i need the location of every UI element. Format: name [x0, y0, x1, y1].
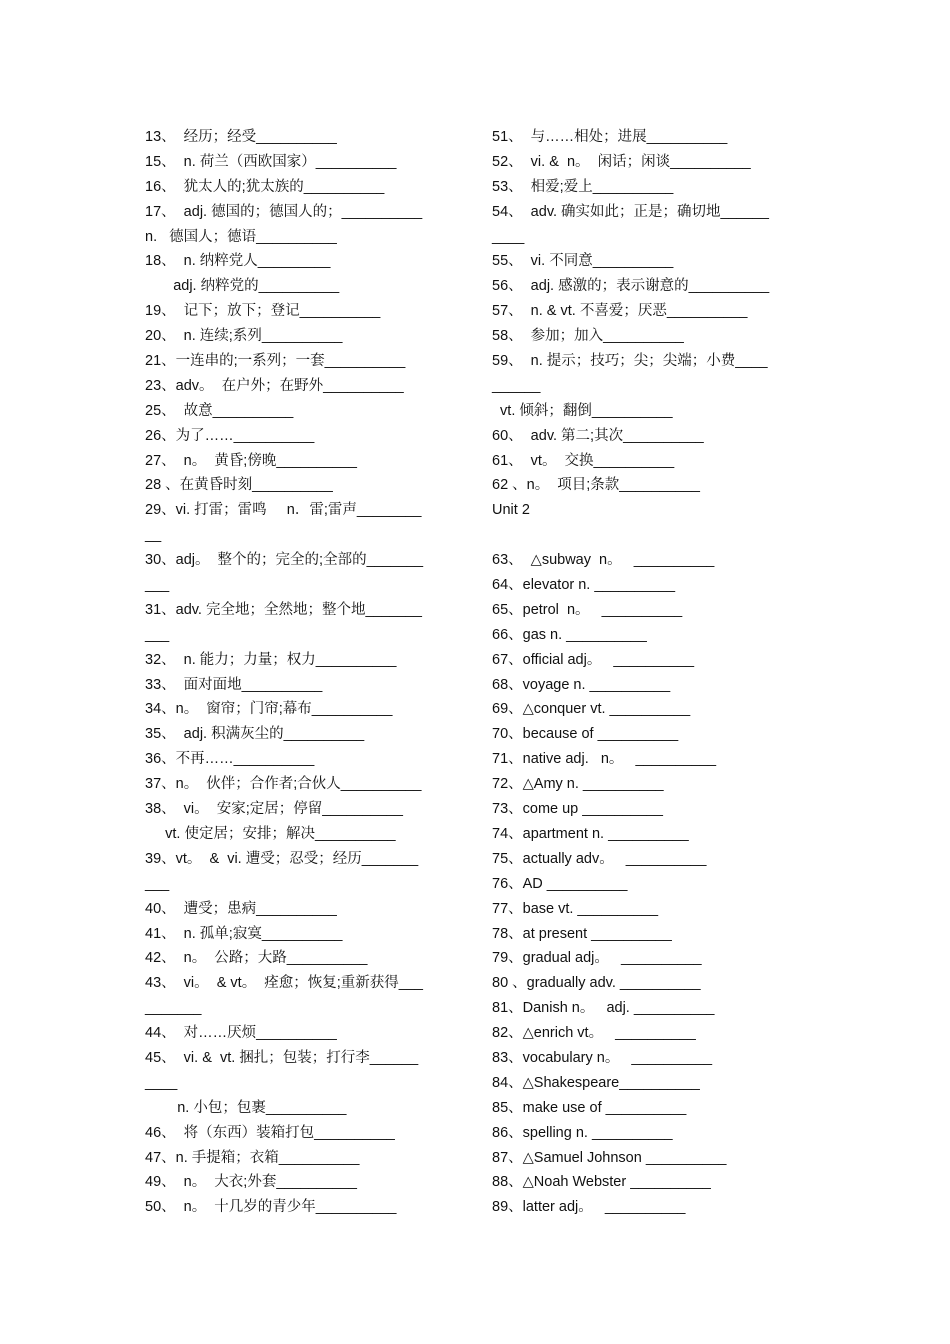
- vocab-right-line: 85、make use of __________: [492, 1099, 687, 1116]
- vocab-left-line: 34、n。 窗帘；门帘;幕布__________: [145, 701, 393, 718]
- vocab-left-line: 40、 遭受；患病__________: [145, 900, 337, 917]
- vocab-right-line: 64、elevator n. __________: [492, 577, 676, 594]
- vocab-right-line: 56、 adj. 感激的；表示谢意的__________: [492, 278, 770, 295]
- vocab-right-line: 89、latter adj。 __________: [492, 1199, 686, 1216]
- vocab-right-line: 55、 vi. 不同意__________: [492, 253, 674, 270]
- left-column: [145, 125, 465, 1220]
- vocab-left-line: 45、 vi. & vt. 捆扎；包装；打行李______: [145, 1049, 419, 1066]
- vocab-left-line: ____: [145, 1074, 178, 1091]
- vocab-left-line: 25、 故意__________: [145, 402, 294, 419]
- vocab-right-line: 88、△Noah Webster __________: [492, 1174, 711, 1191]
- vocab-right-line: vt. 倾斜；翻倒__________: [492, 402, 673, 419]
- vocab-left-line: 18、 n. 纳粹党人_________: [145, 253, 331, 270]
- vocab-left-line: 35、 adj. 积满灰尘的__________: [145, 726, 365, 743]
- vocab-right-line: 53、 相爱;爱上__________: [492, 178, 674, 195]
- vocab-right-line: 76、AD __________: [492, 875, 628, 892]
- vocab-left-line: __: [145, 527, 162, 544]
- vocab-left-line: 42、 n。 公路；大路__________: [145, 950, 368, 967]
- vocab-right-line: 61、 vt。 交换__________: [492, 452, 675, 469]
- vocab-right-line: 51、 与……相处；进展__________: [492, 129, 728, 145]
- vocab-right-line: 52、 vi. & n。 闲话；闲谈__________: [492, 153, 751, 170]
- vocab-left-line: adj. 纳粹党的__________: [145, 278, 340, 295]
- vocab-left-line: 29、vi. 打雷；雷鸣 n．雷;雷声________: [145, 502, 422, 519]
- vocab-left-line: 30、adj。 整个的；完全的;全部的_______: [145, 552, 424, 569]
- vocab-left-line: 20、 n. 连续;系列__________: [145, 328, 343, 345]
- vocab-right-line: 86、spelling n. __________: [492, 1124, 673, 1141]
- vocab-left-line: 28 、在黄昏时刻__________: [145, 477, 333, 494]
- vocab-right-line: ______: [492, 377, 541, 394]
- vocab-right-line: ____: [492, 228, 525, 245]
- vocab-left-line: 31、adv. 完全地；全然地；整个地_______: [145, 601, 422, 618]
- vocab-right-line: 74、apartment n. __________: [492, 825, 689, 842]
- vocab-right-line: 72、△Amy n. __________: [492, 776, 664, 793]
- vocab-right-line: Unit 2: [492, 502, 530, 519]
- vocab-right-line: 80 、gradually adv. __________: [492, 975, 701, 992]
- vocab-left-line: 39、vt。 & vi. 遭受；忍受；经历_______: [145, 850, 419, 867]
- vocab-right-line: 77、base vt. __________: [492, 900, 659, 917]
- vocab-left-line: 23、adv。 在户外；在野外__________: [145, 377, 404, 394]
- vocab-right-line: 57、 n. & vt. 不喜爱；厌恶__________: [492, 303, 748, 320]
- vocab-left-line: 44、 对……厌烦__________: [145, 1025, 337, 1042]
- vocab-right-line: 66、gas n. __________: [492, 626, 647, 643]
- vocab-left-line: 32、 n. 能力；力量；权力__________: [145, 651, 397, 668]
- vocab-left-line: 19、 记下；放下；登记__________: [145, 303, 381, 320]
- right-column: [492, 125, 812, 1220]
- vocab-right-line: 67、official adj。 __________: [492, 651, 695, 668]
- vocab-right-line: 59、 n. 提示；技巧；尖；尖端；小费____: [492, 353, 768, 370]
- vocab-left-line: 13、 经历；经受__________: [145, 129, 337, 145]
- vocab-left-line: 17、 adj. 德国的；德国人的；__________: [145, 203, 423, 220]
- vocab-left-line: 46、 将（东西）装箱打包__________: [145, 1124, 395, 1141]
- vocab-right-line: 68、voyage n. __________: [492, 676, 671, 693]
- vocab-left-line: 49、 n。 大衣;外套__________: [145, 1174, 357, 1191]
- vocab-left-line: 37、n。 伙伴；合作者;合伙人__________: [145, 776, 422, 793]
- vocab-right-line: 81、Danish n。 adj. __________: [492, 1000, 715, 1017]
- vocab-left-line: 15、 n. 荷兰（西欧国家）__________: [145, 153, 397, 170]
- vocab-left-line: ___: [145, 577, 170, 594]
- vocab-left-line: 16、 犹太人的;犹太族的__________: [145, 178, 385, 195]
- vocab-right-line: 71、native adj. n。 __________: [492, 751, 717, 768]
- vocab-right-line: 62 、n。 项目;条款__________: [492, 477, 700, 494]
- vocab-right-line: 58、 参加；加入__________: [492, 328, 684, 345]
- vocab-left-line: ___: [145, 626, 170, 643]
- vocab-left-line: 38、 vi。 安家;定居；停留__________: [145, 801, 403, 818]
- vocab-right-line: 75、actually adv。 __________: [492, 850, 707, 867]
- vocab-left-line: ___: [145, 875, 170, 892]
- vocab-right-line: 78、at present __________: [492, 925, 672, 942]
- vocab-right-line: 54、 adv. 确实如此；正是；确切地______: [492, 203, 769, 220]
- vocab-right-line: 69、△conquer vt. __________: [492, 701, 691, 718]
- vocab-right-line: 73、come up __________: [492, 801, 663, 818]
- vocab-left-line: 21、一连串的;一系列；一套__________: [145, 353, 406, 370]
- vocab-left-line: n. 小包；包裹__________: [145, 1099, 347, 1116]
- vocab-right-line: 82、△enrich vt。 __________: [492, 1025, 696, 1042]
- vocab-left-line: 43、 vi。 & vt。 痊愈；恢复;重新获得___: [145, 975, 423, 992]
- vocab-left-line: 33、 面对面地__________: [145, 676, 323, 693]
- vocab-right-line: 63、 △subway n。 __________: [492, 552, 715, 569]
- vocab-left-line: 27、 n。 黄昏;傍晚__________: [145, 452, 357, 469]
- vocab-left-line: 36、不再……__________: [145, 751, 315, 768]
- vocab-right-line: [492, 523, 812, 548]
- vocab-right-line: 87、△Samuel Johnson __________: [492, 1149, 727, 1166]
- vocab-right-line: 60、 adv. 第二;其次__________: [492, 427, 704, 444]
- vocab-left-line: 26、为了……__________: [145, 427, 315, 444]
- vocab-left-line: _______: [145, 1000, 202, 1017]
- vocab-right-line: 84、△Shakespeare__________: [492, 1074, 700, 1091]
- vocab-left-line: n. 德国人；德语__________: [145, 228, 337, 245]
- vocab-right-line: 83、vocabulary n。 __________: [492, 1049, 713, 1066]
- vocab-right-line: 79、gradual adj。 __________: [492, 950, 702, 967]
- vocab-left-line: 50、 n。 十几岁的青少年__________: [145, 1199, 397, 1216]
- vocab-right-line: 70、because of __________: [492, 726, 679, 743]
- vocab-left-line: vt. 使定居；安排；解决__________: [145, 825, 396, 842]
- vocab-left-line: 41、 n. 孤单;寂寞__________: [145, 925, 343, 942]
- vocab-left-line: 47、n. 手提箱；衣箱__________: [145, 1149, 360, 1166]
- vocab-right-line: 65、petrol n。 __________: [492, 601, 683, 618]
